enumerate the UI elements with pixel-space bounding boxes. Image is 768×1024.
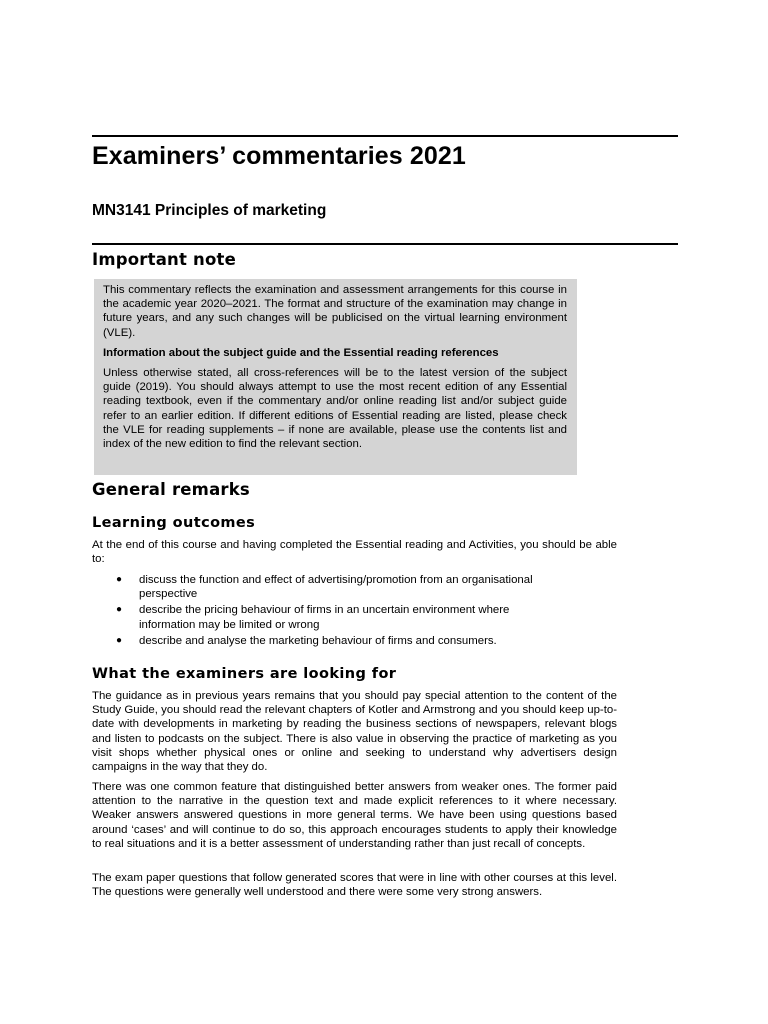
document-subtitle: MN3141 Principles of marketing bbox=[92, 202, 327, 219]
document-title: Examiners’ commentaries 2021 bbox=[92, 142, 466, 170]
learning-outcomes-intro: At the end of this course and having completed the Essential reading and Activities, you should be able to: bbox=[92, 539, 617, 566]
learning-outcomes-list bbox=[92, 573, 617, 650]
general-remarks-heading: General remarks bbox=[92, 480, 250, 499]
list-item-text: describe and analyse the marketing behaviour of firms and consumers. bbox=[139, 634, 497, 647]
list-item bbox=[92, 634, 639, 648]
examiners-paragraph-1: The guidance as in previous years remains that you should pay special attention to the content of the Study Guide, you should read the relevant chapters of Kotler and Armstrong and you should keep up-to-date with developments in marketing by reading the business sections of newspapers, relevant blogs and listen to podcasts on the subject. There is also value in observing the practice of marketing as you visit shops whether physical ones or online and seeking to understand why advertisers design campaigns in the way that they do. bbox=[92, 690, 617, 774]
important-note-paragraph-2: Unless otherwise stated, all cross-references will be to the latest version of the subject guide (2019). You should always attempt to use the most recent edition of any Essential reading textbook, even if the commentary and/or online reading list and/or subject guide refer to an earlier edition. If different editions of Essential reading are listed, please check the VLE for reading supplements – if none are available, please use the contents list and index of the new edition to find the relevant section. bbox=[103, 367, 567, 451]
bullet-icon: ● bbox=[116, 604, 123, 616]
bullet-icon: ● bbox=[116, 574, 123, 585]
section-rule bbox=[92, 243, 678, 245]
bullet-icon: ● bbox=[116, 634, 123, 646]
learning-outcomes-heading: Learning outcomes bbox=[92, 515, 256, 531]
important-note-bold-heading: Information about the subject guide and the Essential reading references bbox=[103, 346, 499, 359]
list-item-text: discuss the function and effect of advertising/promotion from an organisational perspective bbox=[139, 574, 533, 601]
list-item bbox=[92, 573, 559, 601]
examiners-paragraph-3: The exam paper questions that follow generated scores that were in line with other courses at this level. The questions were generally well understood and there were some very strong answers. bbox=[92, 872, 617, 899]
list-item bbox=[92, 603, 559, 631]
list-item-text: describe the pricing behaviour of firms in an uncertain environment where information may be limited or wrong bbox=[139, 604, 510, 631]
top-rule bbox=[92, 135, 678, 137]
important-note-paragraph-1: This commentary reflects the examination and assessment arrangements for this course in the academic year 2020–2021. The format and structure of the examination may change in future years, and any such changes will be publicised on the virtual learning environment (VLE). bbox=[103, 284, 567, 339]
examiners-looking-for-heading: What the examiners are looking for bbox=[92, 666, 397, 682]
important-note-heading: Important note bbox=[92, 250, 236, 269]
examiners-paragraph-2: There was one common feature that distinguished better answers from weaker ones. The former paid attention to the narrative in the question text and made explicit references to it where necessary. Weaker answers answered questions in more general terms. We have been using questions based around ‘cases’ and will continue to do so, this approach encourages students to apply their knowledge to real situations and it is a better assessment of understanding rather than just recall of concepts. bbox=[92, 781, 617, 850]
important-note-box bbox=[94, 279, 577, 475]
